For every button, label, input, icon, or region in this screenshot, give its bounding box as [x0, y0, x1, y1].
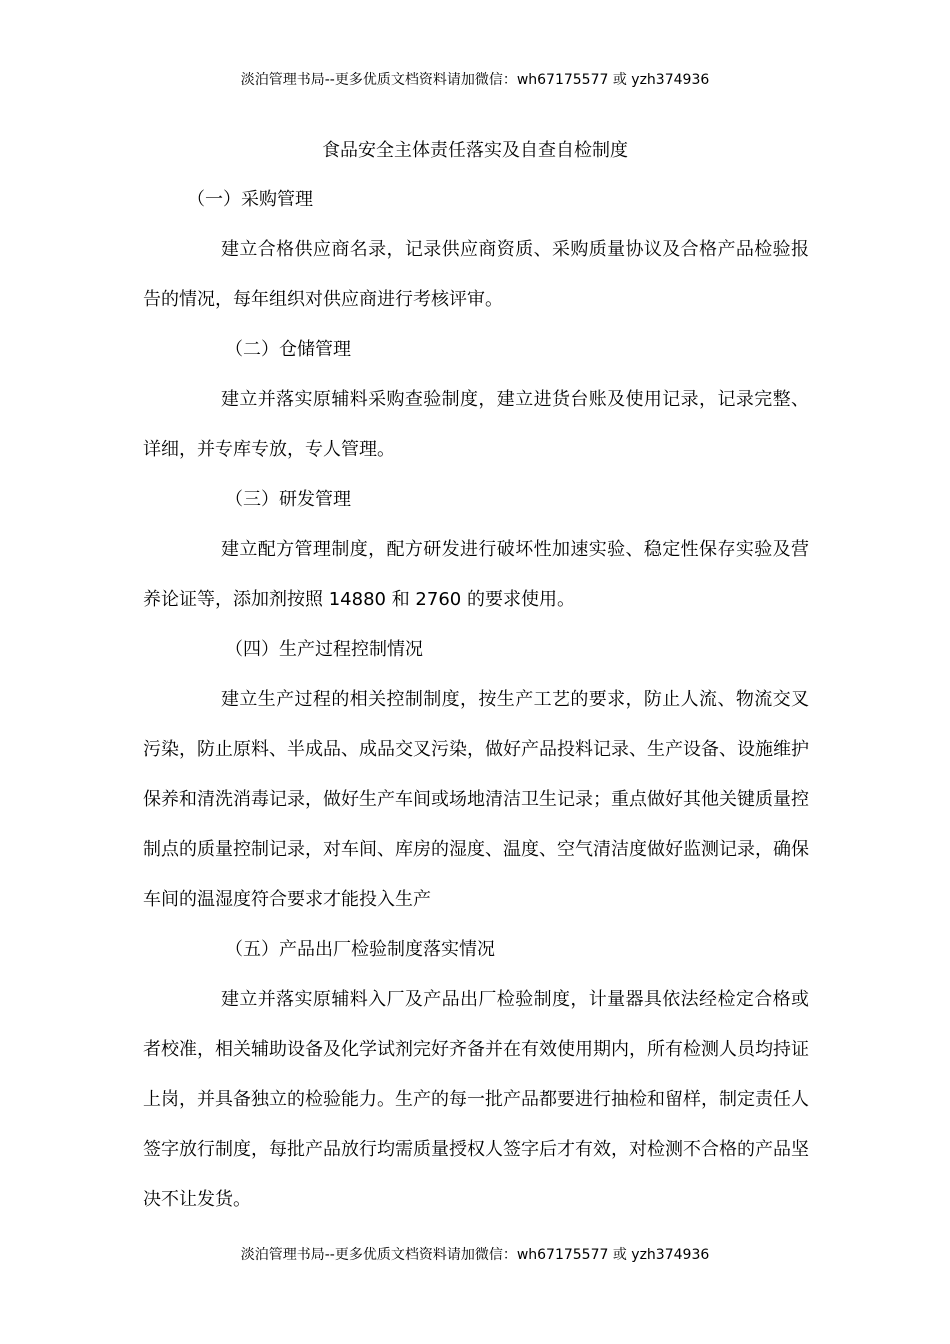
- section-heading: （四）生产过程控制情况: [225, 639, 423, 660]
- section-paragraph: 建立并落实原辅料采购查验制度，建立进货台账及使用记录，记录完整、详细，并专库专放，专人管理。: [143, 389, 809, 460]
- document-title: 食品安全主体责任落实及自查自检制度: [322, 140, 628, 161]
- section-heading: （五）产品出厂检验制度落实情况: [225, 939, 495, 960]
- section-paragraph: 建立生产过程的相关控制制度，按生产工艺的要求，防止人流、物流交叉污染，防止原料、半成品、成品交叉污染，做好产品投料记录、生产设备、设施维护保养和清洗消毒记录，做好生产车间或场地清洁卫生记录；重点做好其他关键质量控制点的质量控制记录，对车间、库房的湿度、温度、空气清洁度做好监测记录，确保车间的温湿度符合要求才能投入生产: [143, 689, 809, 910]
- page-footer: 淡泊管理书局--更多优质文档资料请加微信：wh67175577 或 yzh374936: [240, 1247, 710, 1263]
- section-heading: （二）仓储管理: [225, 339, 351, 360]
- page-header: 淡泊管理书局--更多优质文档资料请加微信：wh67175577 或 yzh374936: [240, 72, 710, 88]
- document-body: [143, 175, 809, 1225]
- section-heading: （一）采购管理: [187, 189, 313, 210]
- section-paragraph: 建立合格供应商名录，记录供应商资质、采购质量协议及合格产品检验报告的情况，每年组织对供应商进行考核评审。: [143, 239, 809, 310]
- section-heading: （三）研发管理: [225, 489, 351, 510]
- section-paragraph: 建立并落实原辅料入厂及产品出厂检验制度，计量器具依法经检定合格或者校准，相关辅助设备及化学试剂完好齐备并在有效使用期内，所有检测人员均持证上岗，并具备独立的检验能力。生产的每一批产品都要进行抽检和留样，制定责任人签字放行制度，每批产品放行均需质量授权人签字后才有效，对检测不合格的产品坚决不让发货。: [143, 989, 809, 1210]
- section-paragraph: 建立配方管理制度，配方研发进行破坏性加速实验、稳定性保存实验及营养论证等，添加剂按照 14880 和 2760 的要求使用。: [143, 539, 809, 610]
